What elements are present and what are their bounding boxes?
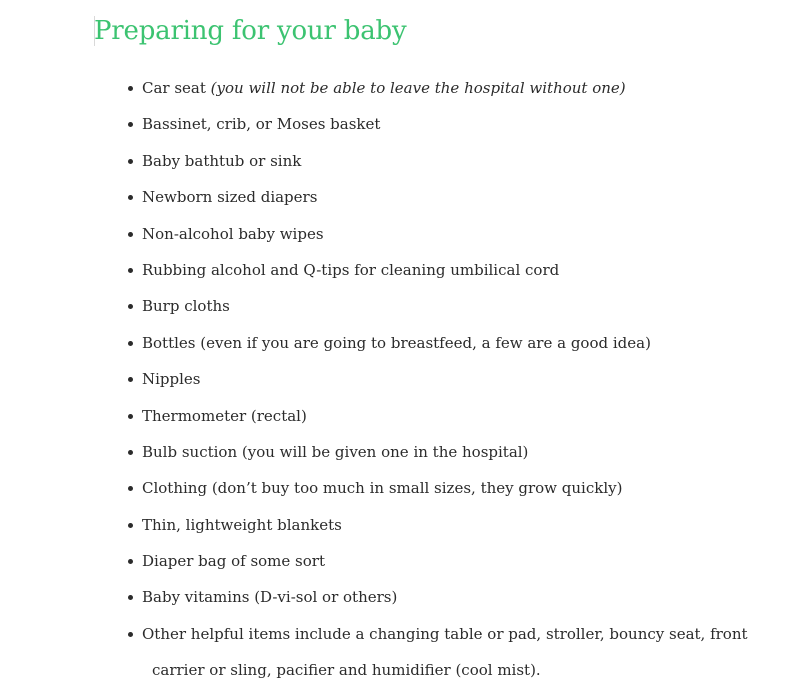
list-item [126,401,766,431]
list-item-text: Baby vitamins (D-vi-sol or others) [142,588,398,607]
list-item [126,328,766,358]
list-item-other-helpful [126,616,766,689]
list-item [126,364,766,394]
list-item-car-seat [126,73,766,103]
list-item [126,219,766,249]
baby-checklist [126,73,766,695]
list-item [126,437,766,467]
list-item-note: (you will not be able to leave the hospital without one) [210,79,626,97]
list-item [126,182,766,212]
list-item [126,582,766,612]
list-item-text: Burp cloths [142,297,230,316]
list-item-text: Bulb suction (you will be given one in the hospital) [142,442,529,461]
list-item [126,510,766,540]
list-item-text: Newborn sized diapers [142,188,318,207]
list-item-text: Rubbing alcohol and Q-tips for cleaning umbilical cord [142,260,560,279]
list-item [126,473,766,503]
list-item-text: Diaper bag of some sort [142,552,325,571]
list-item [126,146,766,176]
list-item-text: Baby bathtub or sink [142,151,302,170]
list-item-text: Other helpful items include a changing table or pad, stroller, bouncy seat, front [142,624,748,643]
list-item-continuation: carrier or sling, pacifier and humidifier (cool mist). [152,661,541,680]
list-item [126,291,766,321]
list-item-text: Clothing (don’t buy too much in small sizes, they grow quickly) [142,479,623,498]
list-item [126,255,766,285]
list-item [126,546,766,576]
list-item [126,109,766,139]
page-title: Preparing for your baby [94,16,407,46]
list-item-text: Thermometer (rectal) [142,406,307,425]
list-item-text: Thin, lightweight blankets [142,515,342,534]
list-item-text: Non-alcohol baby wipes [142,224,324,243]
list-item-text: Bassinet, crib, or Moses basket [142,115,381,134]
list-item-text: Bottles (even if you are going to breastfeed, a few are a good idea) [142,333,651,352]
list-item-text: Car seat [142,79,211,97]
list-item-text: Nipples [142,370,201,389]
